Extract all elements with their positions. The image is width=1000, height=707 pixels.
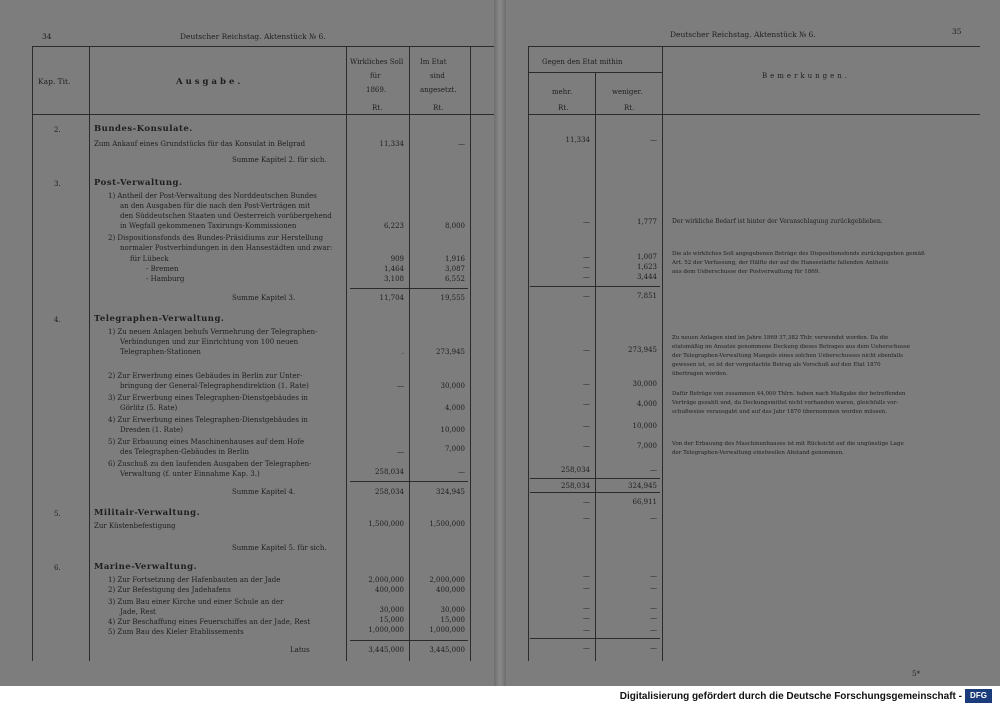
r4-4-mehr: —	[583, 422, 590, 430]
kap-6-latus: Latus	[290, 646, 310, 654]
bem-4-3a: Dafür Beträge von zusammen 44,000 Thlrn. haben nach Maßgabe der betreffenden	[672, 391, 906, 397]
kap-2-title: Bundes-Konsulate.	[94, 124, 193, 134]
col-soll-3: 1869.	[366, 86, 387, 94]
r3-2d-weniger: 1,623	[636, 263, 657, 271]
r4-net-mehr: —	[583, 498, 590, 506]
kap-4-item-1-soll: .	[401, 348, 404, 356]
footer-bar	[0, 686, 1000, 707]
r6-sum-mehr: —	[583, 644, 590, 652]
kap-6-item-2-etat: 400,000	[436, 586, 465, 594]
r4-sum-weniger: 324,945	[628, 482, 657, 490]
bem-3-2a: Die als wirkliches Soll angegebenen Beträge des Dispositionsfonds zurückgegeben gemäß	[672, 251, 925, 257]
kap-3-title: Post-Verwaltung.	[94, 178, 183, 188]
r4-6-weniger: —	[650, 466, 657, 474]
kap-3-item-1-soll: 6,223	[383, 222, 404, 230]
kap-4-item-6-soll: 258,034	[375, 468, 404, 476]
bem-4-3b: Verträge gezahlt und, da Deckungsmittel nicht vorhanden waren, gleichfalls vor-	[672, 400, 899, 406]
r6-2-weniger: —	[650, 584, 657, 592]
kap-4-item-2a: 2) Zur Erwerbung eines Gebäudes in Berlin zur Unter-	[108, 372, 303, 380]
kap-5-line-1: Zur Küstenbefestigung	[94, 522, 176, 530]
right-running-head: Deutscher Reichstag. Aktenstück № 6.	[670, 30, 816, 39]
r2-weniger: —	[650, 136, 657, 144]
r6-sum-weniger: —	[650, 644, 657, 652]
col-bemerkungen: Bemerkungen.	[762, 72, 851, 80]
right-page-number: 35	[952, 27, 962, 36]
kap-3-item-1-etat: 8,000	[444, 222, 465, 230]
kap-4-item-6a: 6) Zuschuß zu den laufenden Ausgaben der Telegraphen-	[108, 460, 312, 468]
col-etat-2: sind	[430, 72, 445, 80]
kap-3-item-1c: den Süddeutschen Staaten und Oesterreich vorübergehend	[120, 212, 332, 220]
r4-3-mehr: —	[583, 400, 590, 408]
kap-6-item-1: 1) Zur Fortsetzung der Hafenbauten an der Jade	[108, 576, 281, 584]
kap-3-item-2c: für Lübeck	[130, 255, 169, 263]
kap-4-item-5-etat: 7,000	[444, 445, 465, 453]
footer-credit: Digitalisierung gefördert durch die Deutsche Forschungsgemeinschaft -	[619, 691, 962, 702]
kap-6-item-5-soll: 1,000,000	[368, 626, 404, 634]
bem-3-1: Der wirkliche Bedarf ist hinter der Veranschlagung zurückgeblieben.	[672, 218, 883, 225]
kap-4-item-2b: bringung der General-Telegraphendirektion (1. Rate)	[120, 382, 309, 390]
r6-1-mehr: —	[583, 572, 590, 580]
kap-3-item-1b: an den Ausgaben für die nach den Post-Verträgen mit	[120, 202, 311, 210]
r4-sum-mehr: 258,034	[561, 482, 590, 490]
r6-4-mehr: —	[583, 614, 590, 622]
unit-mehr: Rt.	[558, 104, 569, 112]
kap-5-title: Militair-Verwaltung.	[94, 508, 201, 518]
r4-5-mehr: —	[583, 442, 590, 450]
kap-6-item-4: 4) Zur Beschaffung eines Feuerschiffes an der Jade, Rest	[108, 618, 311, 626]
kap-4-item-3b: Görlitz (5. Rate)	[120, 404, 178, 412]
kap-3-item-2e-etat: 6,552	[444, 275, 465, 283]
kap-6-item-3-soll: 30,000	[379, 606, 404, 614]
r3-2c-weniger: 1,007	[636, 253, 657, 261]
kap-6-item-3b: Jade, Rest	[120, 608, 156, 616]
kap-3-item-1d: in Wegfall gekommenen Taxirungs-Kommissionen	[120, 222, 297, 230]
kap-4-item-5b: des Telegraphen-Gebäudes in Berlin	[120, 448, 250, 456]
kap-5-soll: 1,500,000	[368, 520, 404, 528]
kap-4-item-2-etat: 30,000	[440, 382, 465, 390]
col-etat-1: Im Etat	[420, 58, 447, 66]
bem-4-3c: schußweise verausgabt und auf das Jahr 1870 übernommen worden müssen.	[672, 409, 888, 415]
kap-2-number: 2.	[54, 126, 61, 134]
col-mehr: mehr.	[552, 88, 573, 96]
kap-3-number: 3.	[54, 180, 61, 188]
kap-6-item-3-etat: 30,000	[440, 606, 465, 614]
kap-5-number: 5.	[54, 510, 61, 518]
col-weniger: weniger.	[612, 88, 643, 96]
bem-4-1e: übertragen worden.	[672, 371, 728, 377]
kap-6-item-5: 5) Zum Bau des Kieler Etablissements	[108, 628, 244, 636]
left-page	[0, 0, 500, 686]
r3-1-weniger: 1,777	[636, 218, 657, 226]
col-kap-tit: Kap. Tit.	[38, 77, 71, 86]
kap-3-item-2d-etat: 3,087	[444, 265, 465, 273]
kap-3-sum-etat: 19,555	[440, 294, 465, 302]
kap-3-item-2a: 2) Dispositionsfonds des Bundes-Präsidiums zur Herstellung	[108, 234, 324, 242]
r6-3-weniger: —	[650, 604, 657, 612]
r3-2c-mehr: —	[583, 253, 590, 261]
r6-3-mehr: —	[583, 604, 590, 612]
kap-6-item-2-soll: 400,000	[375, 586, 404, 594]
left-page-number: 34	[42, 32, 52, 41]
kap-4-item-1c: Telegraphen-Stationen	[120, 348, 201, 356]
kap-4-item-6b: Verwaltung (f. unter Einnahme Kap. 3.)	[120, 470, 260, 478]
kap-4-item-4b: Dresden (1. Rate)	[120, 426, 183, 434]
left-running-head: Deutscher Reichstag. Aktenstück № 6.	[180, 32, 326, 41]
r6-2-mehr: —	[583, 584, 590, 592]
kap-4-item-3a: 3) Zur Erwerbung eines Telegraphen-Dienstgebäudes in	[108, 394, 308, 402]
r6-4-weniger: —	[650, 614, 657, 622]
dfg-logo: DFG	[965, 689, 992, 703]
kap-4-item-3-etat: 4,000	[444, 404, 465, 412]
kap-6-item-2: 2) Zur Befestigung des Jadehafens	[108, 586, 231, 594]
kap-3-item-2c-etat: 1,916	[444, 255, 465, 263]
kap-6-item-4-soll: 15,000	[379, 616, 404, 624]
kap-3-item-2e-soll: 3,108	[383, 275, 404, 283]
kap-3-item-2c-soll: 909	[390, 255, 404, 263]
col-soll-1: Wirkliches Soll	[350, 58, 404, 66]
kap-6-item-4-etat: 15,000	[440, 616, 465, 624]
kap-6-item-1-soll: 2,000,000	[368, 576, 404, 584]
bem-4-1d: gewesen ist, so ist der vorgedachte Betrag als Vorschuß auf den Etat 1870	[672, 362, 881, 368]
kap-4-sum: Summe Kapitel 4.	[232, 488, 296, 496]
kap-4-number: 4.	[54, 316, 61, 324]
kap-6-item-3a: 3) Zum Bau einer Kirche und einer Schule an der	[108, 598, 284, 606]
r5-mehr: —	[583, 514, 590, 522]
kap-4-item-1b: Verbindungen und zur Einrichtung von 100 neuen	[120, 338, 299, 346]
r4-5-weniger: 7,000	[636, 442, 657, 450]
kap-3-sum: Summe Kapitel 3.	[232, 294, 296, 302]
r4-3-weniger: 4,000	[636, 400, 657, 408]
unit-soll: Rt.	[372, 104, 383, 112]
unit-weniger: Rt.	[624, 104, 635, 112]
bem-4-5a: Von der Erbauung des Maschinenhauses ist mit Rücksicht auf die ungünstige Lage	[672, 441, 904, 447]
r6-5-mehr: —	[583, 626, 590, 634]
r3-sum-weniger: 7,851	[636, 292, 657, 300]
kap-3-sum-soll: 11,704	[379, 294, 404, 302]
kap-4-item-4-etat: 10,000	[440, 426, 465, 434]
r4-2-weniger: 30,000	[632, 380, 657, 388]
kap-2-sum: Summe Kapitel 2. für sich.	[232, 156, 327, 164]
kap-4-item-2-soll: —	[397, 382, 404, 390]
r3-2e-mehr: —	[583, 273, 590, 281]
bem-4-5b: der Telegraphen-Verwaltung einstweilen Abstand genommen.	[672, 450, 844, 456]
r4-1-weniger: 273,945	[628, 346, 657, 354]
kap-4-title: Telegraphen-Verwaltung.	[94, 314, 225, 324]
r3-2e-weniger: 3,444	[636, 273, 657, 281]
r3-sum-mehr: —	[583, 292, 590, 300]
r3-2d-mehr: —	[583, 263, 590, 271]
kap-5-sum: Summe Kapitel 5. für sich.	[232, 544, 327, 552]
kap-2-line-1: Zum Ankauf eines Grundstücks für das Konsulat in Belgrad	[94, 140, 306, 148]
r5-weniger: —	[650, 514, 657, 522]
kap-4-item-5a: 5) Zur Erbauung eines Maschinenhauses auf dem Hofe	[108, 438, 305, 446]
bem-4-1a: Zu neuen Anlagen sind im Jahre 1869 37,382 Thlr. verwendet worden. Da die	[672, 335, 889, 341]
kap-4-sum-soll: 258,034	[375, 488, 404, 496]
kap-3-item-2b: normaler Postverbindungen in den Hansestädten und zwar:	[120, 244, 333, 252]
right-page	[500, 0, 1000, 686]
kap-6-item-5-etat: 1,000,000	[429, 626, 465, 634]
kap-3-item-1a: 1) Antheil der Post-Verwaltung des Norddeutschen Bundes	[108, 192, 317, 200]
bem-3-2b: Art. 52 der Verfassung, der Hälfte der auf die Hansestädte fallenden Antheile	[672, 260, 889, 266]
r4-2-mehr: —	[583, 380, 590, 388]
r3-1-mehr: —	[583, 218, 590, 226]
kap-6-title: Marine-Verwaltung.	[94, 562, 198, 572]
kap-4-item-1-etat: 273,945	[436, 348, 465, 356]
col-gegen-den-etat: Gegen den Etat mithin	[542, 58, 623, 66]
kap-6-latus-etat: 3,445,000	[429, 646, 465, 654]
r4-6-mehr: 258,034	[561, 466, 590, 474]
r4-1-mehr: —	[583, 346, 590, 354]
kap-3-item-2d: - Bremen	[146, 265, 179, 273]
kap-4-item-6-etat: —	[458, 468, 465, 476]
col-etat-3: angesetzt.	[420, 86, 457, 94]
kap-4-item-1a: 1) Zu neuen Anlagen behufs Vermehrung der Telegraphen-	[108, 328, 318, 336]
bem-4-1c: der Telegraphen-Verwaltung Mangels eines solchen Ueberschusses nicht ebenfalls	[672, 353, 903, 359]
kap-2-soll: 11,334	[379, 140, 404, 148]
kap-3-item-2e: - Hamburg	[146, 275, 185, 283]
kap-6-latus-soll: 3,445,000	[368, 646, 404, 654]
r6-5-weniger: —	[650, 626, 657, 634]
page-signature: 5*	[912, 670, 920, 678]
kap-4-sum-etat: 324,945	[436, 488, 465, 496]
kap-5-etat: 1,500,000	[429, 520, 465, 528]
kap-2-etat: —	[458, 140, 465, 148]
kap-3-item-2d-soll: 1,464	[383, 265, 404, 273]
bem-3-2c: aus dem Ueberschusse der Postverwaltung für 1869.	[672, 269, 821, 275]
col-soll-2: für	[370, 72, 381, 80]
kap-6-number: 6.	[54, 564, 61, 572]
r4-net-weniger: 66,911	[632, 498, 657, 506]
bem-4-1b: etatsmäßig im Ansatze genommene Deckung dieses Betrages aus dem Ueberschusse	[672, 344, 910, 350]
col-ausgabe: Ausgabe.	[176, 77, 244, 87]
kap-4-item-4a: 4) Zur Erwerbung eines Telegraphen-Dienstgebäudes in	[108, 416, 308, 424]
r2-mehr: 11,334	[565, 136, 590, 144]
r6-1-weniger: —	[650, 572, 657, 580]
kap-4-item-5-soll: —	[397, 448, 404, 456]
r4-4-weniger: 10,000	[632, 422, 657, 430]
kap-6-item-1-etat: 2,000,000	[429, 576, 465, 584]
unit-etat: Rt.	[433, 104, 444, 112]
